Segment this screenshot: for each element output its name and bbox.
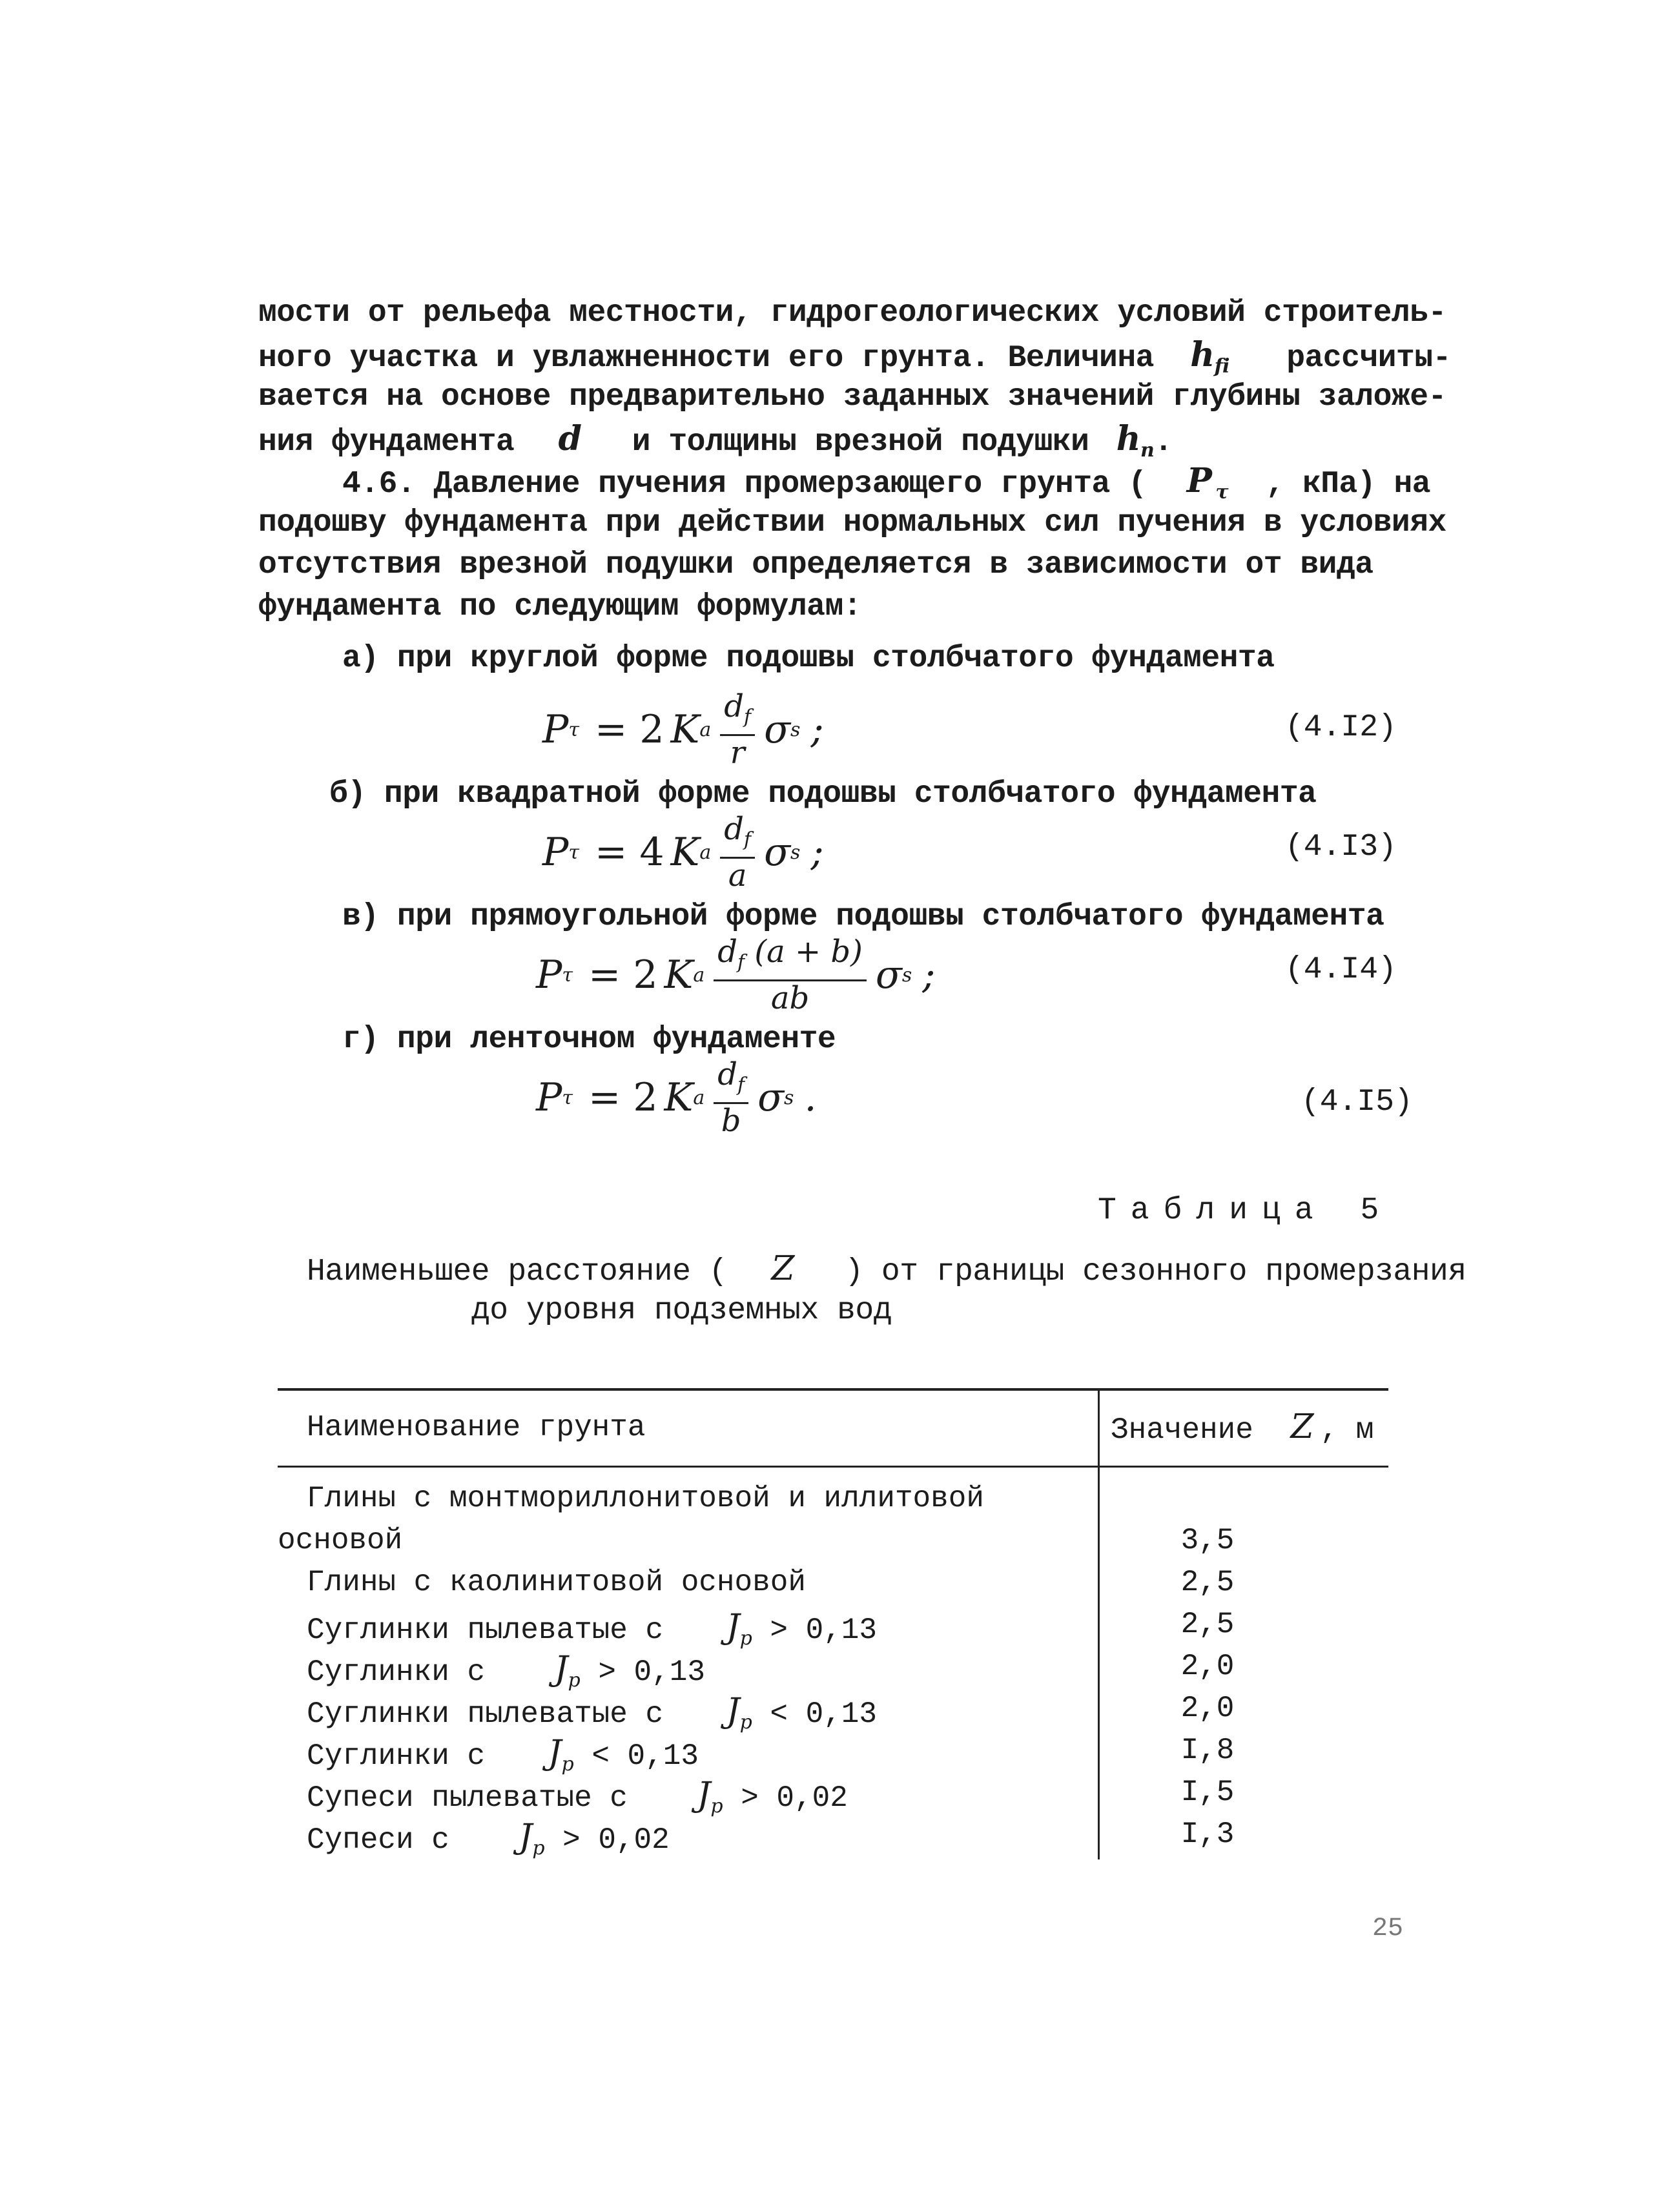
table-row-5-value: 2,0 xyxy=(1180,1692,1235,1725)
table-row-3-name: Суглинки пылеватые с $J_p > 0,13$ xyxy=(307,1608,878,1650)
table-row-5-name: Суглинки пылеватые с $J_p < 0,13$ xyxy=(307,1692,878,1734)
symbol-z: Z xyxy=(771,1249,794,1288)
formula-4-12: P τ = 2 K a $\frac{d_f}{r}$ σ s ; xyxy=(542,688,824,771)
symbol-hn: h xyxy=(1116,419,1140,458)
table-row-7-name: Супеси пылеватые с $J_p > 0,02$ xyxy=(307,1776,848,1818)
table-header-value: Значение Z , м xyxy=(1111,1408,1374,1447)
section-4-6-line-1: 4.6. Давление пучения промерзающего грунта ( P $_\tau$ , кПа) на xyxy=(342,461,1431,504)
section-4-6-line-2: подошву фундамента при действии нормальных сил пучения в условиях xyxy=(258,506,1446,540)
page-number: 25 xyxy=(1372,1914,1404,1943)
table-caption-line-2: до уровня подземных вод xyxy=(471,1293,892,1328)
formula-4-14: P τ = 2 K a $\frac{d_f (a + b)}{ab}$ σ s ; xyxy=(536,934,936,1016)
section-4-6-line-4: фундамента по следующим формулам: xyxy=(258,589,862,624)
table-row-1-name-cont: основой xyxy=(278,1524,403,1557)
table-column-divider xyxy=(1098,1388,1100,1859)
table-row-8-value: I,3 xyxy=(1180,1818,1235,1851)
intro-line-4: ния фундамента d и толщины врезной подушки $h_n$. xyxy=(258,419,1173,462)
section-4-6-line-3: отсутствия врезной подушки определяется в зависимости от вида xyxy=(258,548,1373,582)
table-row-1-name: Глины с монтмориллонитовой и иллитовой xyxy=(307,1482,984,1515)
formula-4-15: P τ = 2 K a $\frac{d_f}{b}$ σ s . xyxy=(536,1056,817,1139)
equation-number-4-13: (4.I3) xyxy=(1285,830,1397,865)
formula-b-label: б) при квадратной форме подошвы столбчатого фундамента xyxy=(329,777,1317,812)
equation-number-4-15: (4.I5) xyxy=(1301,1085,1413,1120)
table-row-7-value: I,5 xyxy=(1180,1776,1235,1809)
table-label: Таблица 5 xyxy=(1098,1193,1394,1228)
table-row-2-name: Глины с каолинитовой основой xyxy=(307,1566,806,1599)
table-row-3-value: 2,5 xyxy=(1180,1608,1235,1641)
equation-number-4-14: (4.I4) xyxy=(1285,952,1397,987)
table-top-rule xyxy=(278,1388,1388,1391)
intro-line-3: вается на основе предварительно заданных значений глубины заложе- xyxy=(258,380,1446,415)
formula-a-label: а) при круглой форме подошвы столбчатого фундамента xyxy=(342,641,1275,676)
table-row-1-value: 3,5 xyxy=(1180,1524,1235,1557)
formula-4-13: P τ = 4 K a $\frac{d_f}{a}$ σ s ; xyxy=(542,811,824,894)
formula-d-label: г) при ленточном фундаменте xyxy=(342,1022,836,1057)
table-caption-line-1: Наименьшее расстояние ( Z ) от границы сезонного промерзания xyxy=(307,1249,1466,1289)
table-row-4-name: Суглинки с $J_p > 0,13$ xyxy=(307,1650,705,1692)
table-header-name: Наименование грунта xyxy=(307,1411,646,1444)
equation-number-4-12: (4.I2) xyxy=(1285,710,1397,745)
table-header-rule xyxy=(278,1466,1388,1468)
table-row-8-name: Супеси с $J_p > 0,02$ xyxy=(307,1818,670,1859)
symbol-h: h xyxy=(1190,335,1215,374)
table-row-6-name: Суглинки с $J_p < 0,13$ xyxy=(307,1734,699,1776)
symbol-p-tau: P xyxy=(1186,461,1212,500)
symbol-d: d xyxy=(558,419,582,458)
table-row-2-value: 2,5 xyxy=(1180,1566,1235,1599)
table-row-4-value: 2,0 xyxy=(1180,1650,1235,1683)
table-row-6-value: I,8 xyxy=(1180,1734,1235,1767)
formula-c-label: в) при прямоугольной форме подошвы столбчатого фундамента xyxy=(342,899,1384,934)
intro-line-1: мости от рельефа местности, гидрогеологических условий строитель- xyxy=(258,296,1446,331)
intro-line-2: ного участка и увлажненности его грунта. Величина $h_{fi}$ рассчиты- xyxy=(258,335,1451,378)
